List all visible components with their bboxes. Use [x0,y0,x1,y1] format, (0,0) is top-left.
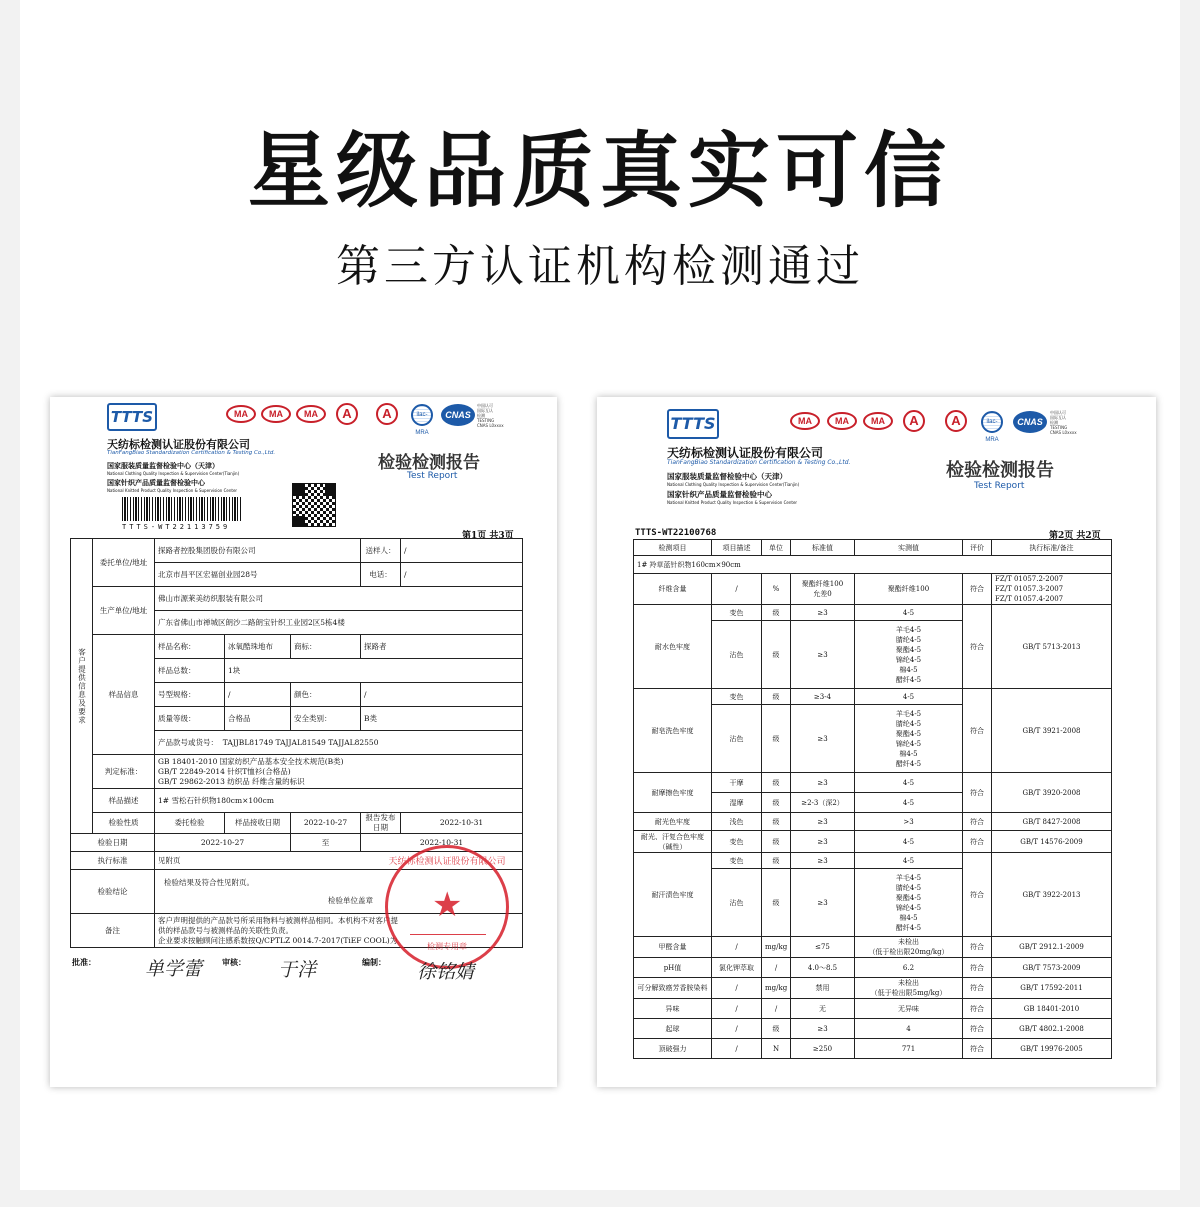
test-cell: 无异味 [855,999,963,1019]
qty-label: 样品总数： [155,659,225,683]
test-measured: 4-5 [855,793,963,813]
qr-code [292,483,336,527]
ilac-mark-icon: ilac-MRA [411,404,433,426]
test-measured: 4-5 [855,853,963,869]
issue-label: 报告发布日期 [361,813,401,834]
exec-std-value: 见附页 [155,852,523,870]
column-header: 检测项目 [634,540,712,556]
test-cell: / [712,937,762,958]
star-icon: ★ [432,885,463,925]
test-unit: 级 [762,773,791,793]
cma-mark-icon: MA [226,405,256,423]
light-cell: 符合 [963,813,992,831]
fiber-row [634,574,1112,605]
test-method: GB/T 3920-2008 [992,773,1112,813]
cal-mark-icon: A [903,410,925,432]
report-2-table [633,539,1112,1059]
spec-label: 号型规格： [155,683,225,707]
center-name-2: 国家针织产品质量监督检验中心 [107,479,205,487]
test-unit: 级 [762,621,791,689]
editor-signature: 徐铭婧 [417,961,475,983]
model-cell [155,731,523,755]
sample-description: 1# 羚草蓝针织物160cm×90cm [634,556,1112,574]
approver-signature: 单学蕾 [145,958,203,980]
spec-value: / [225,683,291,707]
client-info-group: 客户提供信息及要求 [71,539,93,834]
cma-mark-icon: MA [296,405,326,423]
test-cell: ≥250 [791,1039,855,1059]
stamp-label: 检验单位盖章 [328,895,373,905]
test-desc: 干摩 [712,773,762,793]
brand-label: 商标： [291,635,361,659]
cnas-mark-icon: CNAS [441,404,475,426]
test-measured: 羊毛4-5 腈纶4-5 聚酯4-5 锦纶4-5 棉4-5 醋纤4-5 [855,621,963,689]
judgement-label: 判定标准： [93,755,155,789]
center-name-1: 国家服装质量监督检验中心（天津） [667,472,787,481]
cal-mark-icon: A [376,403,398,425]
test-date-label: 检验日期 [71,834,155,852]
test-row [634,853,1112,869]
test-row [634,999,1112,1019]
test-cell: 符合 [963,937,992,958]
report-serial: TTTS-WT22100768 [635,528,717,538]
review-label: 审核： [222,957,246,967]
test-evaluation: 符合 [963,853,992,937]
fiber-cell: / [712,574,762,605]
header-row [634,540,1112,556]
cal-mark-icon: A [945,410,967,432]
column-header: 实测值 [855,540,963,556]
client-address: 北京市昌平区宏福创业园28号 [155,563,361,587]
test-cell: 可分解致癌芳香胺染料 [634,978,712,999]
test-cell: GB/T 17592-2011 [992,978,1112,999]
test-cell: GB/T 4802.1-2008 [992,1019,1112,1039]
test-method: GB/T 3922-2013 [992,853,1112,937]
light-sweat-cell: 耐光、汗复合色牢度 （碱性） [634,831,712,853]
page-number: 第2页 共2页 [1049,531,1101,541]
test-cell: mg/kg [762,937,791,958]
test-cell: 未检出 （低于检出限5mg/kg） [855,978,963,999]
cma-mark-icon: MA [261,405,291,423]
phone-label: 电话： [361,563,401,587]
test-item: 耐水色牢度 [634,605,712,689]
safety-value: B类 [361,707,523,731]
cma-mark-icon: MA [790,412,820,430]
center-name-2-en: National Knitted Product Quality Inspection & Supervision Center [667,500,798,505]
remark-3: 企业要求按触顾问注感系数按Q/CPTLZ 0014.7-2017(TiEF COOL)为 [158,935,398,945]
test-row [634,773,1112,793]
desc-value: 1# 雪松石针织物180cm×100cm [155,789,523,813]
report-page-1[interactable] [50,397,557,1087]
fiber-cell: 符合 [963,574,992,605]
test-cell: 起球 [634,1019,712,1039]
light-row [634,813,1112,831]
test-desc: 沾色 [712,869,762,937]
standard-3: GB/T 29862-2013 纺织品 纤维含量的标识 [158,776,305,786]
seal-bar [410,934,486,935]
nature-value: 委托检验 [155,813,225,834]
test-row [634,978,1112,999]
test-method: GB/T 3921-2008 [992,689,1112,773]
test-standard: ≥3 [791,621,855,689]
company-name-en: TianFangBiao Standardization Certification & Testing Co.,Ltd. [107,450,276,456]
test-standard: ≥3 [791,605,855,621]
cnas-caption: 中国认可 国际互认 检测 TESTING CNAS L0xxxx [1050,410,1077,435]
column-header: 单位 [762,540,791,556]
test-cell: / [712,999,762,1019]
test-row [634,1039,1112,1059]
test-cell: 级 [762,1019,791,1039]
light-sweat-cell: ≥3 [791,831,855,853]
light-sweat-cell: 级 [762,831,791,853]
test-cell: 符合 [963,1019,992,1039]
cnas-caption: 中国认可 国际互认 检测 TESTING CNAS L0xxxx [477,403,504,428]
official-seal [385,845,509,969]
test-cell: 甲醛含量 [634,937,712,958]
maker-name: 佛山市源莱美纺织服装有限公司 [155,587,523,611]
test-desc: 沾色 [712,621,762,689]
judgement-standards [155,755,523,789]
report-title: 检验检测报告 [378,453,480,473]
test-date-from: 2022-10-27 [155,834,291,852]
test-cell: 禁用 [791,978,855,999]
fiber-cell: 聚酯纤维100 允差0 [791,574,855,605]
seal-text: 天纺标检测认证股份有限公司 [388,857,506,867]
test-row [634,937,1112,958]
test-desc: 变色 [712,689,762,705]
test-cell: / [762,999,791,1019]
cnas-mark-icon: CNAS [1013,411,1047,433]
test-cell: pH值 [634,958,712,978]
report-subtitle: Test Report [407,471,458,481]
barcode [122,497,242,521]
reviewer-signature: 于洋 [278,959,317,981]
test-cell: / [712,1039,762,1059]
conclusion-text: 检验结果及符合性见附页。 [164,877,254,887]
test-cell: 771 [855,1039,963,1059]
test-standard: ≥2-3（深2） [791,793,855,813]
test-measured: 羊毛4-5 腈纶4-5 聚酯4-5 锦纶4-5 棉4-5 醋纤4-5 [855,705,963,773]
client-name: 探路者控股集团股份有限公司 [155,539,361,563]
color-value: / [361,683,523,707]
ilac-mark-icon: ilac-MRA [981,411,1003,433]
sample-name-label: 样品名称： [155,635,225,659]
test-cell: GB/T 7573-2009 [992,958,1112,978]
fiber-cell: FZ/T 01057.2-2007 FZ/T 01057.3-2007 FZ/T 01057.4-2007 [992,574,1112,605]
test-cell: N [762,1039,791,1059]
report-title: 检验检测报告 [946,460,1054,481]
grade-value: 合格品 [225,707,291,731]
test-cell: ≤75 [791,937,855,958]
seal-bottom-text: 检测专用章 [427,942,467,951]
cma-mark-icon: MA [863,412,893,430]
test-cell: GB 18401-2010 [992,999,1112,1019]
remark-1: 客户声明提供的产品款号所采用物料与被测样品相同。本机构不对客户提 [158,915,398,925]
desc-label: 样品描述 [93,789,155,813]
test-cell: / [762,958,791,978]
light-sweat-cell: 变色 [712,831,762,853]
cma-mark-icon: MA [827,412,857,430]
light-cell: 级 [762,813,791,831]
test-item: 耐摩擦色牢度 [634,773,712,813]
test-unit: 级 [762,793,791,813]
grade-label: 质量等级： [155,707,225,731]
approve-label: 批准： [72,957,96,967]
remark-2: 供的样品款号与被测样品的关联性负责。 [158,925,293,935]
company-name: 天纺标检测认证股份有限公司 [107,438,250,451]
client-label: 委托单位/地址 [93,539,155,587]
phone-value: / [401,563,523,587]
test-cell: 4 [855,1019,963,1039]
test-desc: 变色 [712,605,762,621]
test-standard: ≥3 [791,869,855,937]
test-unit: 级 [762,705,791,773]
page-number: 第1页 共3页 [462,531,514,541]
fiber-cell: 聚酯纤维100 [855,574,963,605]
test-date-to: 2022-10-31 [361,834,523,852]
sample-name: 冰氧酷珠地布 [225,635,291,659]
color-label: 颜色： [291,683,361,707]
safety-label: 安全类别： [291,707,361,731]
light-cell: 耐光色牢度 [634,813,712,831]
test-row [634,958,1112,978]
test-measured: 羊毛4-5 腈纶4-5 聚酯4-5 锦纶4-5 棉4-5 醋纤4-5 [855,869,963,937]
test-standard: ≥3-4 [791,689,855,705]
test-unit: 级 [762,853,791,869]
test-evaluation: 符合 [963,773,992,813]
page-subtitle: 第三方认证机构检测通过 [336,241,864,292]
test-cell: / [712,1019,762,1039]
ttts-logo: TTTS [107,403,157,431]
test-desc: 变色 [712,853,762,869]
brand-value: 探路者 [361,635,523,659]
fiber-cell: % [762,574,791,605]
test-cell: 异味 [634,999,712,1019]
light-cell: 浅色 [712,813,762,831]
fiber-cell: 纤维含量 [634,574,712,605]
model-label: 产品款号或货号： [158,737,218,747]
qty-value: 1块 [225,659,523,683]
remarks-label: 备注 [71,914,155,948]
light-sweat-cell: 4-5 [855,831,963,853]
column-header: 标准值 [791,540,855,556]
test-cell: mg/kg [762,978,791,999]
test-cell: 符合 [963,958,992,978]
sample-row [634,556,1112,574]
report-page-2[interactable] [597,397,1156,1087]
test-measured: 4-5 [855,773,963,793]
light-cell: GB/T 8427-2008 [992,813,1112,831]
report-subtitle: Test Report [974,481,1025,491]
test-measured: 4-5 [855,605,963,621]
column-header: 执行标准/备注 [992,540,1112,556]
light-sweat-row [634,831,1112,853]
test-item: 耐汗渍色牢度 [634,853,712,937]
test-cell: 6.2 [855,958,963,978]
test-row [634,1019,1112,1039]
center-name-2: 国家针织产品质量监督检验中心 [667,490,772,499]
test-cell: 4.0～8.5 [791,958,855,978]
edit-label: 编制： [362,957,386,967]
test-unit: 级 [762,605,791,621]
light-cell: >3 [855,813,963,831]
company-name: 天纺标检测认证股份有限公司 [667,446,824,460]
test-row [634,689,1112,705]
center-name-1: 国家服装质量监督检验中心（天津） [107,462,219,470]
recv-value: 2022-10-27 [291,813,361,834]
test-standard: ≥3 [791,773,855,793]
nature-label: 检验性质 [93,813,155,834]
test-row [634,605,1112,621]
company-name-en: TianFangBiao Standardization Certification & Testing Co.,Ltd. [667,459,851,466]
center-name-1-en: National Clothing Quality Inspection & Supervision Center(Tianjin) [667,482,800,487]
test-cell: 符合 [963,1039,992,1059]
page-title: 星级品质真实可信 [247,124,952,219]
maker-label: 生产单位/地址 [93,587,155,635]
test-evaluation: 符合 [963,689,992,773]
model-value: TAJJBL81749 TAJJAL81549 TAJJAL82550 [222,737,379,747]
issue-value: 2022-10-31 [401,813,523,834]
column-header: 评价 [963,540,992,556]
test-unit: 级 [762,689,791,705]
sample-info-label: 样品信息 [93,635,155,755]
report-serial: TTTS-WT22113759 [122,523,231,531]
maker-address: 广东省佛山市禅城区朗沙二路朗宝针织工业园2区5栋4楼 [155,611,523,635]
test-cell: / [712,978,762,999]
center-name-1-en: National Clothing Quality Inspection & Supervision Center(Tianjin) [107,471,240,476]
test-evaluation: 符合 [963,605,992,689]
test-desc: 湿摩 [712,793,762,813]
ttts-logo: TTTS [667,409,719,439]
test-desc: 沾色 [712,705,762,773]
sender-label: 送样人： [361,539,401,563]
light-sweat-cell: 符合 [963,831,992,853]
cal-mark-icon: A [336,403,358,425]
test-date-to-label: 至 [291,834,361,852]
conclusion-label: 检验结论 [71,870,155,914]
test-cell: 符合 [963,978,992,999]
exec-std-label: 执行标准 [71,852,155,870]
test-cell: GB/T 19976-2005 [992,1039,1112,1059]
test-method: GB/T 5713-2013 [992,605,1112,689]
column-header: 项目描述 [712,540,762,556]
center-name-2-en: National Knitted Product Quality Inspection & Supervision Center [107,488,238,493]
test-item: 耐皂洗色牢度 [634,689,712,773]
standard-2: GB/T 22849-2014 针织T恤衫(合格品) [158,766,291,776]
test-cell: 未检出 （低于检出限20mg/kg） [855,937,963,958]
recv-label: 样品接收日期 [225,813,291,834]
test-measured: 4-5 [855,689,963,705]
test-standard: ≥3 [791,853,855,869]
sender-value: / [401,539,523,563]
test-cell: 顶破强力 [634,1039,712,1059]
test-standard: ≥3 [791,705,855,773]
test-cell: 符合 [963,999,992,1019]
standard-1: GB 18401-2010 国家纺织产品基本安全技术规范(B类) [158,756,344,766]
light-sweat-cell: GB/T 14576-2009 [992,831,1112,853]
test-unit: 级 [762,869,791,937]
test-cell: 氯化钾萃取 [712,958,762,978]
test-cell: 无 [791,999,855,1019]
test-cell: ≥3 [791,1019,855,1039]
light-cell: ≥3 [791,813,855,831]
test-cell: GB/T 2912.1-2009 [992,937,1112,958]
